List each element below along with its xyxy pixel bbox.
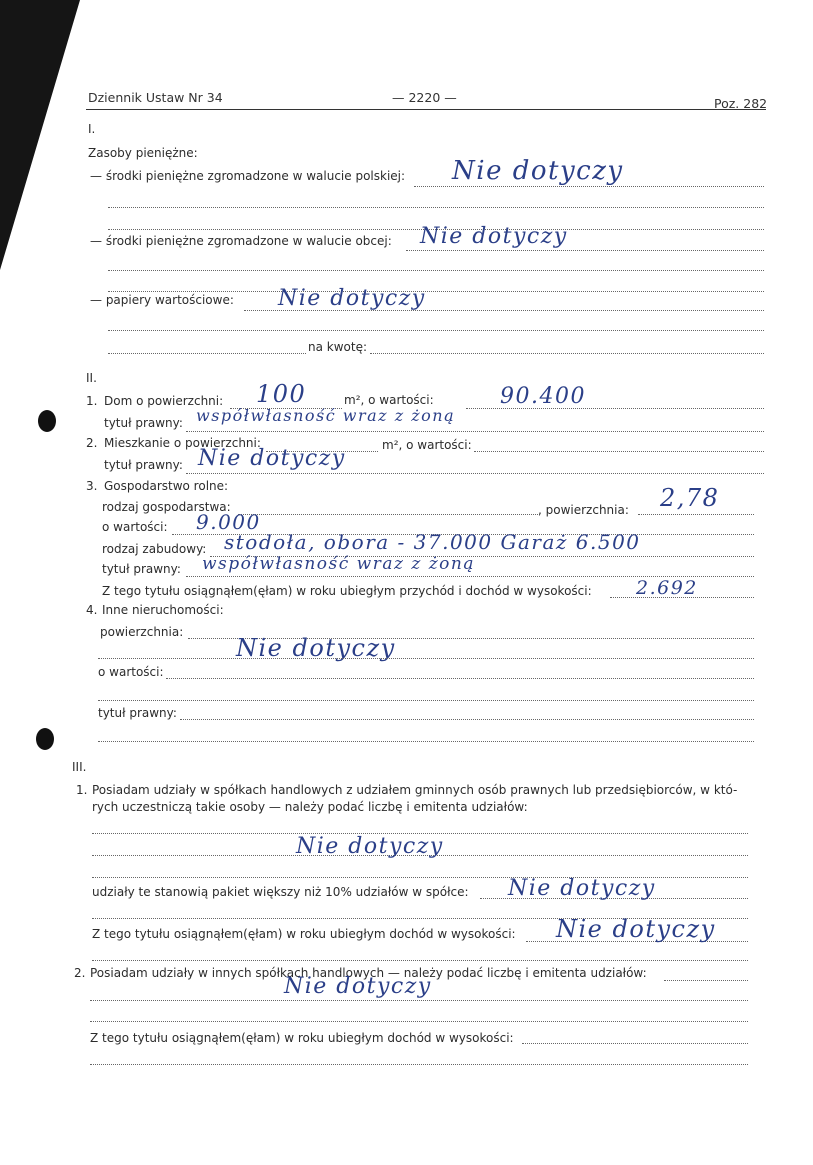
house-title-line: [186, 431, 764, 432]
shares-municipal-text-1: Posiadam udziały w spółkach handlowych z udziałem gminnych osób prawnych lub przedsiębiorców, w któ-: [92, 783, 738, 797]
farm-income-value: 2.692: [636, 577, 698, 599]
amount-line: [370, 353, 764, 354]
amount-line-left: [108, 353, 306, 354]
house-value: 90.400: [500, 384, 586, 409]
farm-value-value: 9.000: [196, 510, 261, 534]
amount-label: na kwotę:: [308, 340, 368, 354]
farm-buildings-value: stodoła, obora - 37.000 Garaż 6.500: [224, 530, 641, 554]
farm-title-label: tytuł prawny:: [102, 562, 181, 576]
shares-other-income-line-2: [90, 1064, 748, 1065]
section-2-numeral: II.: [86, 371, 97, 385]
house-title-label: tytuł prawny:: [104, 416, 183, 430]
flat-unit-label: m², o wartości:: [382, 438, 472, 452]
securities-value: Nie dotyczy: [278, 286, 426, 311]
farm-income-label: Z tego tytułu osiągnąłem(ęłam) w roku ubiegłym przychód i dochód w wysokości:: [102, 584, 592, 598]
other-property-number: 4.: [86, 603, 98, 617]
securities-line-2: [108, 330, 764, 331]
shares-package-label: udziały te stanowią pakiet większy niż 10% udziałów w spółce:: [92, 885, 469, 899]
header-position: Poz. 282: [714, 96, 768, 111]
pln-funds-value: Nie dotyczy: [452, 156, 624, 186]
flat-label: Mieszkanie o powierzchni:: [104, 436, 261, 450]
farm-type-label: rodzaj gospodarstwa:: [102, 500, 231, 514]
flat-value-line: [474, 451, 764, 452]
pln-funds-label: — środki pieniężne zgromadzone w walucie polskiej:: [90, 169, 406, 183]
section-3-numeral: III.: [72, 760, 87, 774]
other-value-label: o wartości:: [98, 665, 164, 679]
header-journal: Dziennik Ustaw Nr 34: [88, 90, 223, 105]
house-area-value: 100: [256, 380, 307, 408]
other-area-label: powierzchnia:: [100, 625, 184, 639]
house-title-value: współwłasność wraz z żoną: [196, 406, 456, 425]
foreign-funds-line: [406, 250, 764, 251]
shares-other-income-label: Z tego tytułu osiągnąłem(ęłam) w roku ubiegłym dochód w wysokości:: [90, 1031, 514, 1045]
farm-value-label: o wartości:: [102, 520, 168, 534]
flat-title-value: Nie dotyczy: [198, 446, 346, 471]
foreign-funds-line-3: [108, 291, 764, 292]
flat-title-line: [186, 473, 764, 474]
farm-title-value: współwłasność wraz z żoną: [202, 554, 475, 574]
header-rule: [86, 109, 766, 110]
farm-number: 3.: [86, 479, 98, 493]
farm-buildings-label: rodzaj zabudowy:: [102, 542, 207, 556]
pln-funds-line: [414, 186, 764, 187]
farm-type-line: [238, 514, 538, 515]
shares-municipal-text-2: rych uczestniczą takie osoby — należy podać liczbę i emitenta udziałów:: [92, 800, 528, 814]
shares-other-line-2: [90, 1000, 748, 1001]
house-number: 1.: [86, 394, 98, 408]
shares-municipal-income-label: Z tego tytułu osiągnąłem(ęłam) w roku ubiegłym dochód w wysokości:: [92, 927, 516, 941]
shares-municipal-income-line-2: [92, 960, 748, 961]
farm-area-value: 2,78: [660, 484, 720, 512]
other-title-line-2: [98, 741, 754, 742]
other-title-label: tytuł prawny:: [98, 706, 177, 720]
shares-other-number: 2.: [74, 966, 86, 980]
flat-title-label: tytuł prawny:: [104, 458, 183, 472]
other-property-label: Inne nieruchomości:: [102, 603, 224, 617]
section-1-title: Zasoby pieniężne:: [88, 146, 198, 160]
other-value-line-2: [98, 700, 754, 701]
scan-corner-shadow: [0, 0, 80, 270]
pln-funds-line-2: [108, 207, 764, 208]
foreign-funds-label: — środki pieniężne zgromadzone w walucie obcej:: [90, 234, 392, 248]
shares-package-value: Nie dotyczy: [508, 876, 656, 901]
shares-other-income-line: [522, 1043, 748, 1044]
header-page-number: — 2220 —: [392, 90, 457, 105]
other-value-line: [166, 678, 754, 679]
shares-other-line-3: [90, 1021, 748, 1022]
other-area-line-2: [98, 658, 754, 659]
punch-hole-lower: [36, 728, 54, 750]
shares-other-text: Posiadam udziały w innych spółkach handlowych — należy podać liczbę i emitenta udziałów:: [90, 966, 647, 980]
foreign-funds-value: Nie dotyczy: [420, 224, 568, 249]
foreign-funds-line-2: [108, 270, 764, 271]
shares-municipal-income-value: Nie dotyczy: [556, 915, 716, 943]
shares-other-line: [664, 980, 748, 981]
farm-area-label: , powierzchnia:: [538, 503, 629, 517]
other-title-line: [180, 719, 754, 720]
house-unit-label: m², o wartości:: [344, 393, 434, 407]
punch-hole-upper: [38, 410, 56, 432]
farm-area-line: [638, 514, 754, 515]
house-label: Dom o powierzchni:: [104, 394, 224, 408]
flat-number: 2.: [86, 436, 98, 450]
shares-municipal-answer: Nie dotyczy: [296, 834, 444, 859]
securities-label: — papiery wartościowe:: [90, 293, 234, 307]
shares-other-answer: Nie dotyczy: [284, 974, 432, 999]
other-property-note: Nie dotyczy: [236, 634, 396, 662]
section-1-numeral: I.: [88, 122, 96, 136]
farm-label: Gospodarstwo rolne:: [104, 479, 229, 493]
shares-municipal-number: 1.: [76, 783, 88, 797]
